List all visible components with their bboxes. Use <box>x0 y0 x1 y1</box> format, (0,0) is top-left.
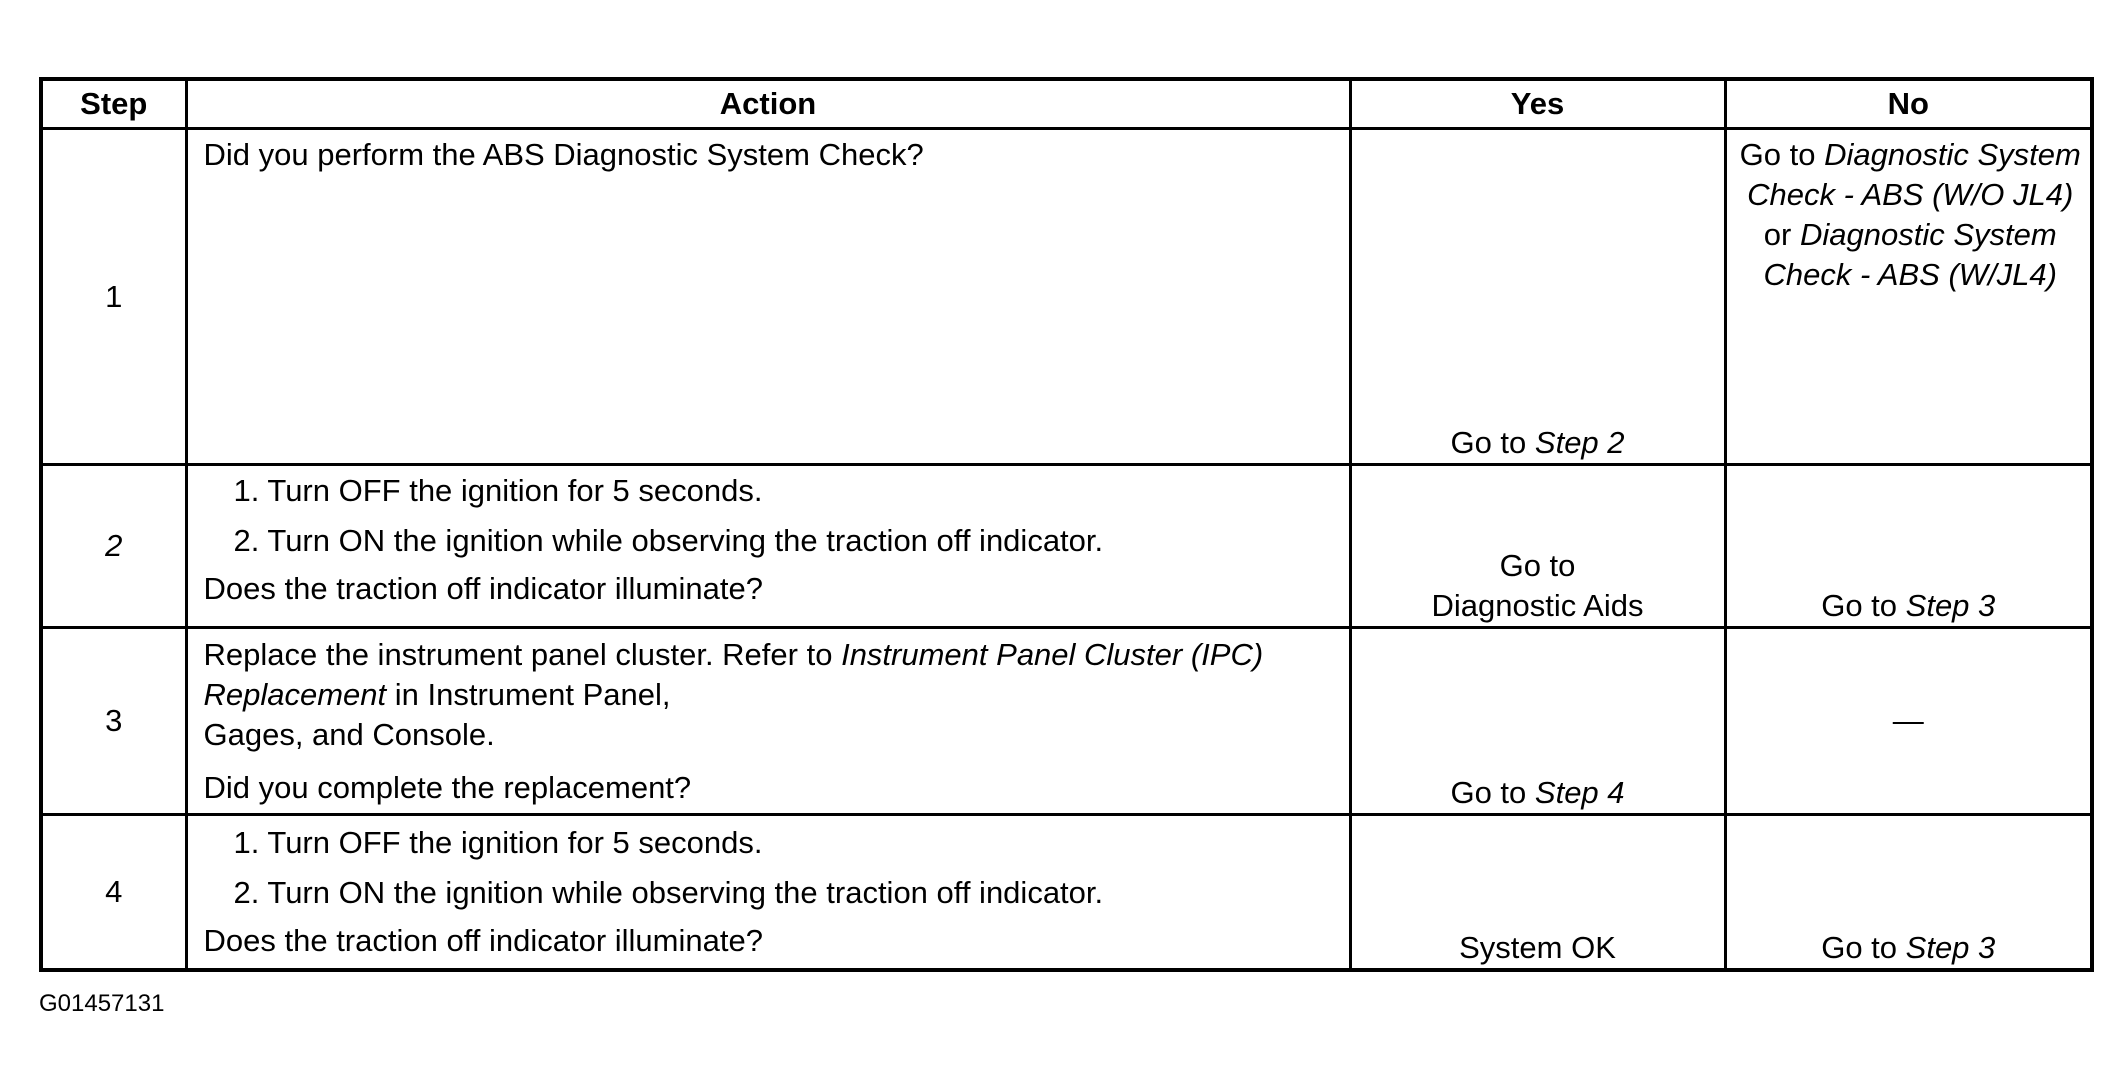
yes-cell <box>1350 628 1725 815</box>
action-question: Does the traction off indicator illuminate? <box>203 571 763 606</box>
step-number: 2 <box>41 465 186 628</box>
header-no: No <box>1725 79 2092 129</box>
yes-prefix: Go to <box>1450 425 1527 460</box>
table-row <box>41 465 2092 628</box>
no-prefix: Go to <box>1821 930 1898 965</box>
yes-step-link[interactable]: Step 4 <box>1534 775 1625 810</box>
diagnostic-table-wrapper <box>39 77 2090 972</box>
no-prefix: Go to <box>1739 137 1816 172</box>
yes-step-link[interactable]: Step 2 <box>1534 425 1625 460</box>
no-reference-link-1[interactable]: Diagnostic System Check - ABS (W/O JL4) <box>1747 137 2081 212</box>
header-yes: Yes <box>1350 79 1725 129</box>
instruction-text-after-2: Gages, and Console. <box>203 717 495 752</box>
step-number: 3 <box>41 628 186 815</box>
yes-prefix: Go to <box>1450 775 1527 810</box>
table-row <box>41 628 2092 815</box>
table-header-row <box>41 79 2092 129</box>
action-cell <box>186 815 1350 971</box>
action-instruction <box>204 629 1339 755</box>
action-question: Did you complete the replacement? <box>203 770 692 805</box>
instruction-reference-link[interactable]: Instrument Panel Cluster (IPC) Replacement <box>203 637 1264 712</box>
instruction-text-after: in Instrument Panel, <box>394 677 671 712</box>
header-step: Step <box>41 79 186 129</box>
action-cell <box>186 465 1350 628</box>
yes-reference-link[interactable]: Diagnostic Aids <box>1431 588 1644 623</box>
step-number: 4 <box>41 815 186 971</box>
figure-id: G01457131 <box>39 990 165 1017</box>
no-step-link[interactable]: Step 3 <box>1905 588 1996 623</box>
action-list-item: 2. Turn ON the ignition while observing the traction off indicator. <box>233 523 1104 558</box>
no-cell <box>1725 129 2092 465</box>
yes-cell: System OK <box>1350 815 1725 971</box>
no-connector: or <box>1763 217 1792 252</box>
no-cell <box>1725 815 2092 971</box>
action-list-item: 2. Turn ON the ignition while observing the traction off indicator. <box>233 875 1104 910</box>
yes-cell <box>1350 465 1725 628</box>
yes-cell <box>1350 129 1725 465</box>
action-list-item: 1. Turn OFF the ignition for 5 seconds. <box>233 473 763 508</box>
no-cell-dash: — <box>1725 628 2092 815</box>
header-action: Action <box>186 79 1350 129</box>
no-prefix: Go to <box>1821 588 1898 623</box>
step-number: 1 <box>41 129 186 465</box>
action-question: Does the traction off indicator illuminate? <box>203 923 763 958</box>
action-list-item: 1. Turn OFF the ignition for 5 seconds. <box>233 825 763 860</box>
table-row <box>41 815 2092 971</box>
action-cell <box>186 628 1350 815</box>
no-cell <box>1725 465 2092 628</box>
action-question: Did you perform the ABS Diagnostic System Check? <box>203 137 924 172</box>
no-step-link[interactable]: Step 3 <box>1905 930 1996 965</box>
no-reference-link-2[interactable]: Diagnostic System Check - ABS (W/JL4) <box>1763 217 2057 292</box>
instruction-text: Replace the instrument panel cluster. Refer to <box>203 637 833 672</box>
action-cell <box>186 129 1350 465</box>
diagnostic-table <box>39 77 2094 972</box>
table-row <box>41 129 2092 465</box>
yes-prefix: Go to <box>1499 548 1576 583</box>
